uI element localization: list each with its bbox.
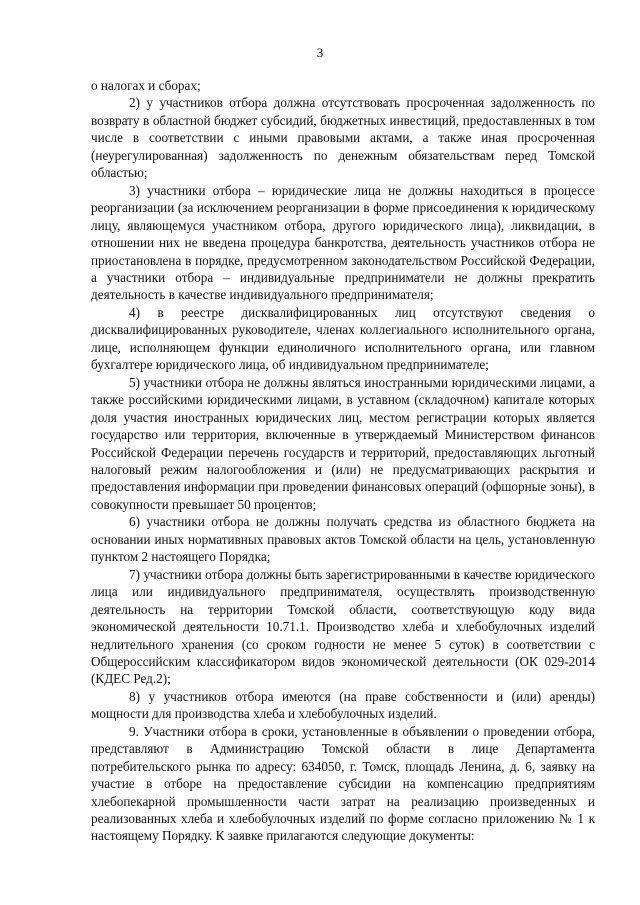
document-body — [91, 77, 595, 845]
paragraph-section-9: 9. Участники отбора в сроки, установленные в объявлении о проведении отбора, представляют в Администрацию Томской области в лице Департамента потребительского рынка по адресу: 634050, г. Томск, площадь Ленина, д. 6, заявку на участие в отборе на предоставление субсидии на компенсацию предприятиям хлебопекарной промышленности части затрат на реализацию произведенных и реализованных хлеба и хлебобулочных изделий по форме согласно приложению № 1 к настоящему Порядку. К заявке прилагаются следующие документы: — [91, 723, 595, 844]
paragraph-item-4: 4) в реестре дисквалифицированных лиц отсутствуют сведения о дисквалифицированных руководителе, членах коллегиального исполнительного органа, лице, исполняющем функции единоличного исполнительного органа, или главном бухгалтере юридического лица, об индивидуальном предпринимателе; — [91, 304, 595, 373]
paragraph-item-7: 7) участники отбора должны быть зарегистрированными в качестве юридического лица или индивидуального предпринимателя, осуществлять производственную деятельность на территории Томской области, соответствующую коду вида экономической деятельности 10.71.1. Производство хлеба и хлебобулочных изделий недлительного хранения (со сроком годности не менее 5 суток) в соответствии с Общероссийским классификатором видов экономической деятельности (ОК 029-2014 (КДЕС Ред.2); — [91, 566, 595, 687]
paragraph-item-3: 3) участники отбора – юридические лица не должны находиться в процессе реорганизации (за исключением реорганизации в форме присоединения к юридическому лицу, являющемуся участником отбора, другого юридического лица), ликвидации, в отношении них не введена процедура банкротства, деятельность участников отбора не приостановлена в порядке, предусмотренном законодательством Российской Федерации, а участники отбора – индивидуальные предприниматели не должны прекратить деятельность в качестве индивидуального предпринимателя; — [91, 182, 595, 303]
paragraph-item-2: 2) у участников отбора должна отсутствовать просроченная задолженность по возврату в областной бюджет субсидий, бюджетных инвестиций, предоставленных в том числе в соответствии с иными правовыми актами, а также иная просроченная (неурегулированная) задолженность по денежным обязательствам перед Томской областью; — [91, 95, 595, 181]
paragraph-item-5: 5) участники отбора не должны являться иностранными юридическими лицами, а также российскими юридическими лицами, в уставном (складочном) капитале которых доля участия иностранных юридических лиц, местом регистрации которых является государство или территория, включенные в утверждаемый Министерством финансов Российской Федерации перечень государств и территорий, предоставляющих льготный налоговый режим налогообложения и (или) не предусматривающих раскрытия и предоставления информации при проведении финансовых операций (офшорные зоны), в совокупности превышает 50 процентов; — [91, 374, 595, 512]
page-number: 3 — [316, 45, 324, 60]
paragraph-item-6: 6) участники отбора не должны получать средства из областного бюджета на основании иных нормативных правовых актов Томской области на цель, установленную пунктом 2 настоящего Порядка; — [91, 514, 595, 565]
paragraph-continuation: о налогах и сборах; — [91, 78, 201, 93]
paragraph-item-8: 8) у участников отбора имеются (на праве собственности и (или) аренды) мощности для производства хлеба и хлебобулочных изделий. — [91, 688, 595, 722]
